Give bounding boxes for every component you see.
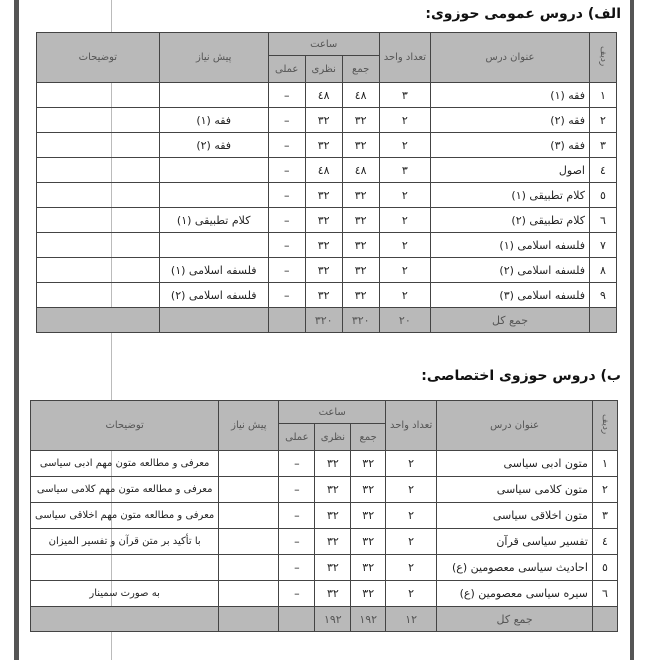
total-units: ١٢ bbox=[385, 607, 436, 632]
cell-practical: – bbox=[268, 108, 305, 133]
cell-prerequisite bbox=[219, 477, 279, 503]
cell-title: فقه (٢) bbox=[431, 108, 590, 133]
cell-prerequisite bbox=[219, 529, 279, 555]
col-units: تعداد واحد bbox=[379, 33, 430, 83]
cell-units: ٢ bbox=[385, 581, 436, 607]
cell-radif: ٨ bbox=[590, 258, 617, 283]
cell-total: ٣٢ bbox=[342, 133, 379, 158]
cell-notes bbox=[37, 233, 160, 258]
cell-prerequisite bbox=[219, 555, 279, 581]
specialized-courses-table bbox=[30, 400, 618, 632]
cell-theory: ٣٢ bbox=[305, 258, 342, 283]
cell-notes bbox=[37, 108, 160, 133]
col-hours: ساعت bbox=[268, 33, 379, 56]
cell-theory: ٣٢ bbox=[305, 183, 342, 208]
cell-notes bbox=[37, 83, 160, 108]
cell-notes bbox=[37, 208, 160, 233]
cell-practical: – bbox=[279, 451, 315, 477]
cell-radif: ١ bbox=[590, 83, 617, 108]
cell-radif: ٣ bbox=[590, 133, 617, 158]
cell-prerequisite bbox=[159, 233, 268, 258]
cell-radif: ٢ bbox=[590, 108, 617, 133]
page-edge-left bbox=[14, 0, 19, 660]
col-prerequisite: پیش نیاز bbox=[219, 401, 279, 451]
cell-radif: ٤ bbox=[590, 158, 617, 183]
cell-title: سیره سیاسی معصومین (ع) bbox=[437, 581, 593, 607]
total-label: جمع کل bbox=[437, 607, 593, 632]
col-prerequisite: پیش نیاز bbox=[159, 33, 268, 83]
col-title: عنوان درس bbox=[431, 33, 590, 83]
cell-prerequisite: فقه (١) bbox=[159, 108, 268, 133]
total-prerequisite bbox=[219, 607, 279, 632]
cell-title: فلسفه اسلامی (٢) bbox=[431, 258, 590, 283]
cell-title: متون اخلاقی سیاسی bbox=[437, 503, 593, 529]
cell-total: ٤٨ bbox=[342, 158, 379, 183]
cell-theory: ٣٢ bbox=[315, 555, 351, 581]
cell-total: ٣٢ bbox=[351, 477, 386, 503]
cell-theory: ٣٢ bbox=[305, 133, 342, 158]
cell-units: ٢ bbox=[385, 555, 436, 581]
cell-units: ٢ bbox=[379, 258, 430, 283]
cell-theory: ٣٢ bbox=[315, 451, 351, 477]
col-hours-theory: نظری bbox=[305, 56, 342, 83]
cell-radif: ٢ bbox=[592, 477, 617, 503]
total-practical bbox=[279, 607, 315, 632]
total-notes bbox=[37, 308, 160, 333]
cell-units: ٢ bbox=[379, 283, 430, 308]
cell-units: ٢ bbox=[385, 477, 436, 503]
cell-notes bbox=[37, 183, 160, 208]
total-empty bbox=[590, 308, 617, 333]
cell-practical: – bbox=[268, 158, 305, 183]
col-hours-total: جمع bbox=[351, 424, 386, 451]
col-notes: توضیحات bbox=[37, 33, 160, 83]
total-row bbox=[31, 607, 618, 632]
table-row bbox=[37, 158, 617, 183]
cell-theory: ٣٢ bbox=[315, 581, 351, 607]
cell-practical: – bbox=[268, 233, 305, 258]
cell-prerequisite: کلام تطبیقی (١) bbox=[159, 208, 268, 233]
cell-prerequisite: فلسفه اسلامی (١) bbox=[159, 258, 268, 283]
cell-title: فلسفه اسلامی (٣) bbox=[431, 283, 590, 308]
cell-notes: به صورت سمینار bbox=[31, 581, 219, 607]
cell-practical: – bbox=[268, 283, 305, 308]
col-notes: توضیحات bbox=[31, 401, 219, 451]
cell-total: ٣٢ bbox=[351, 555, 386, 581]
cell-practical: – bbox=[279, 503, 315, 529]
cell-units: ٣ bbox=[379, 158, 430, 183]
cell-total: ٣٢ bbox=[351, 581, 386, 607]
cell-radif: ٦ bbox=[590, 208, 617, 233]
cell-units: ٢ bbox=[379, 133, 430, 158]
cell-theory: ٣٢ bbox=[315, 503, 351, 529]
table-row bbox=[31, 477, 618, 503]
cell-total: ٣٢ bbox=[342, 283, 379, 308]
cell-radif: ٦ bbox=[592, 581, 617, 607]
cell-total: ٣٢ bbox=[351, 503, 386, 529]
cell-notes bbox=[37, 258, 160, 283]
cell-total: ٣٢ bbox=[342, 183, 379, 208]
total-hours: ١٩٢ bbox=[351, 607, 386, 632]
cell-title: فقه (١) bbox=[431, 83, 590, 108]
cell-theory: ٣٢ bbox=[315, 477, 351, 503]
cell-prerequisite bbox=[219, 451, 279, 477]
table-row bbox=[37, 258, 617, 283]
cell-total: ٣٢ bbox=[342, 208, 379, 233]
cell-notes: معرفی و مطالعه متون مهم کلامی سیاسی bbox=[31, 477, 219, 503]
col-hours: ساعت bbox=[279, 401, 386, 424]
cell-theory: ٣٢ bbox=[315, 529, 351, 555]
section-a-title: الف) دروس عمومی حوزوی: bbox=[425, 6, 621, 22]
cell-total: ٣٢ bbox=[351, 529, 386, 555]
cell-notes: معرفی و مطالعه متون مهم اخلاقی سیاسی bbox=[31, 503, 219, 529]
cell-units: ٢ bbox=[379, 183, 430, 208]
cell-practical: – bbox=[279, 555, 315, 581]
cell-title: متون ادبی سیاسی bbox=[437, 451, 593, 477]
cell-practical: – bbox=[279, 477, 315, 503]
cell-radif: ٧ bbox=[590, 233, 617, 258]
total-theory: ١٩٢ bbox=[315, 607, 351, 632]
cell-practical: – bbox=[268, 258, 305, 283]
cell-title: فلسفه اسلامی (١) bbox=[431, 233, 590, 258]
cell-notes bbox=[37, 158, 160, 183]
col-hours-practical: عملی bbox=[279, 424, 315, 451]
total-notes bbox=[31, 607, 219, 632]
cell-radif: ٥ bbox=[592, 555, 617, 581]
table-row bbox=[31, 555, 618, 581]
page-edge-right bbox=[630, 0, 634, 660]
cell-notes bbox=[31, 555, 219, 581]
cell-prerequisite bbox=[219, 503, 279, 529]
total-theory: ٣٢٠ bbox=[305, 308, 342, 333]
cell-prerequisite: فلسفه اسلامی (٢) bbox=[159, 283, 268, 308]
cell-prerequisite bbox=[219, 581, 279, 607]
total-empty bbox=[592, 607, 617, 632]
total-prerequisite bbox=[159, 308, 268, 333]
col-hours-total: جمع bbox=[342, 56, 379, 83]
table-row bbox=[31, 529, 618, 555]
general-courses-table bbox=[36, 32, 617, 333]
cell-title: تفسیر سیاسی قرآن bbox=[437, 529, 593, 555]
cell-radif: ٩ bbox=[590, 283, 617, 308]
cell-theory: ٣٢ bbox=[305, 108, 342, 133]
table-row bbox=[31, 581, 618, 607]
cell-total: ٣٢ bbox=[342, 258, 379, 283]
table-row bbox=[37, 283, 617, 308]
cell-practical: – bbox=[268, 208, 305, 233]
col-title: عنوان درس bbox=[437, 401, 593, 451]
cell-prerequisite bbox=[159, 183, 268, 208]
cell-prerequisite bbox=[159, 158, 268, 183]
cell-prerequisite bbox=[159, 83, 268, 108]
total-practical bbox=[268, 308, 305, 333]
cell-total: ٤٨ bbox=[342, 83, 379, 108]
cell-notes bbox=[37, 283, 160, 308]
table-row bbox=[37, 133, 617, 158]
table-row bbox=[31, 451, 618, 477]
cell-theory: ٤٨ bbox=[305, 158, 342, 183]
table-row bbox=[37, 108, 617, 133]
cell-units: ٢ bbox=[385, 503, 436, 529]
cell-units: ٢ bbox=[385, 451, 436, 477]
table-row bbox=[37, 233, 617, 258]
cell-theory: ٣٢ bbox=[305, 208, 342, 233]
cell-title: فقه (٣) bbox=[431, 133, 590, 158]
col-hours-theory: نظری bbox=[315, 424, 351, 451]
total-row bbox=[37, 308, 617, 333]
cell-prerequisite: فقه (٢) bbox=[159, 133, 268, 158]
cell-radif: ٥ bbox=[590, 183, 617, 208]
cell-title: اصول bbox=[431, 158, 590, 183]
col-radif: ردیف bbox=[590, 33, 617, 83]
cell-practical: – bbox=[268, 183, 305, 208]
total-label: جمع کل bbox=[431, 308, 590, 333]
cell-theory: ٤٨ bbox=[305, 83, 342, 108]
cell-notes: با تأکید بر متن قرآن و تفسیر المیزان bbox=[31, 529, 219, 555]
cell-radif: ١ bbox=[592, 451, 617, 477]
cell-notes: معرفی و مطالعه متون مهم ادبی سیاسی bbox=[31, 451, 219, 477]
cell-radif: ٤ bbox=[592, 529, 617, 555]
cell-units: ٢ bbox=[379, 233, 430, 258]
cell-title: کلام تطبیقی (١) bbox=[431, 183, 590, 208]
total-hours: ٣٢٠ bbox=[342, 308, 379, 333]
cell-practical: – bbox=[279, 581, 315, 607]
cell-units: ٢ bbox=[379, 108, 430, 133]
total-units: ٢٠ bbox=[379, 308, 430, 333]
cell-units: ٢ bbox=[385, 529, 436, 555]
cell-theory: ٣٢ bbox=[305, 283, 342, 308]
cell-units: ٣ bbox=[379, 83, 430, 108]
section-b-title: ب) دروس حوزوی اختصاصی: bbox=[421, 368, 621, 384]
cell-radif: ٣ bbox=[592, 503, 617, 529]
cell-theory: ٣٢ bbox=[305, 233, 342, 258]
col-radif: ردیف bbox=[592, 401, 617, 451]
table-row bbox=[31, 503, 618, 529]
cell-total: ٣٢ bbox=[342, 233, 379, 258]
col-hours-practical: عملی bbox=[268, 56, 305, 83]
cell-title: متون کلامی سیاسی bbox=[437, 477, 593, 503]
cell-practical: – bbox=[279, 529, 315, 555]
table-row bbox=[37, 183, 617, 208]
cell-practical: – bbox=[268, 83, 305, 108]
col-units: تعداد واحد bbox=[385, 401, 436, 451]
table-row bbox=[37, 208, 617, 233]
cell-title: کلام تطبیقی (٢) bbox=[431, 208, 590, 233]
cell-notes bbox=[37, 133, 160, 158]
cell-title: احادیث سیاسی معصومین (ع) bbox=[437, 555, 593, 581]
cell-total: ٣٢ bbox=[351, 451, 386, 477]
cell-total: ٣٢ bbox=[342, 108, 379, 133]
cell-units: ٢ bbox=[379, 208, 430, 233]
cell-practical: – bbox=[268, 133, 305, 158]
table-row bbox=[37, 83, 617, 108]
